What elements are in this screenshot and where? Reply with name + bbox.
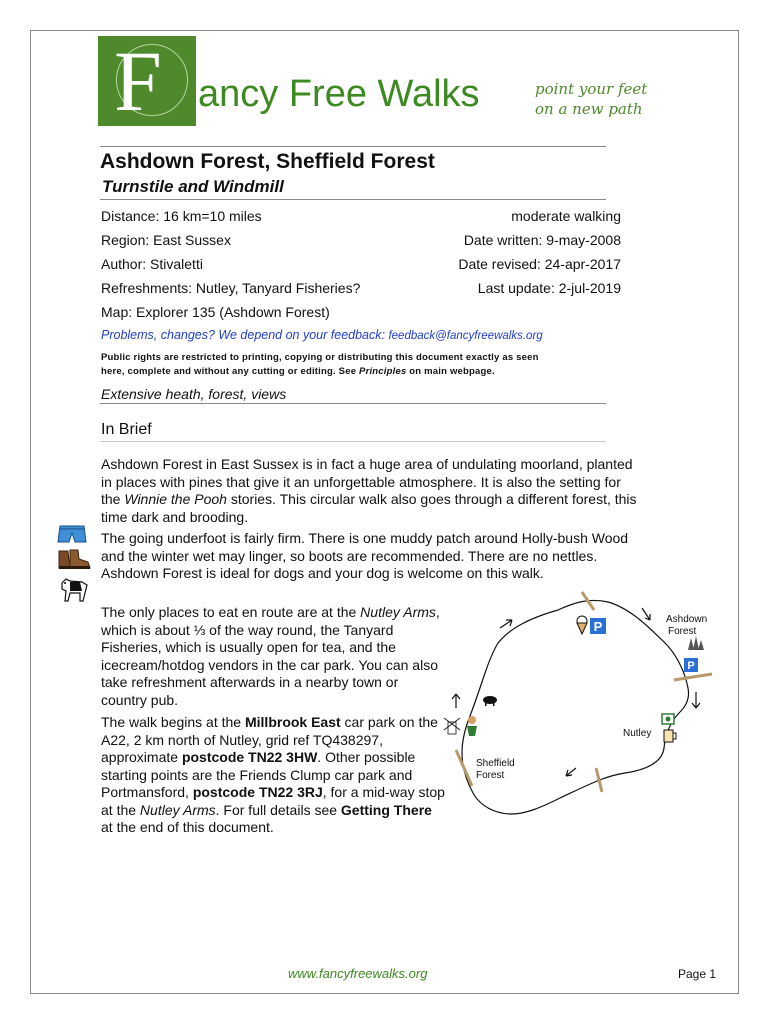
- paragraph-refreshments: The only places to eat en route are at the Nutley Arms, which is about ⅓ of the way round, the Tanyard Fisheries, which is usually open for tea, and the icecream/hotdog vendors in the car park. You can also take refreshment afterwards in a nearby town or country pub.: [101, 604, 440, 708]
- sheep-icon: [483, 696, 497, 706]
- refreshments: Refreshments: Nutley, Tanyard Fisheries?: [101, 280, 361, 296]
- label-sheffield: Sheffield: [476, 758, 515, 769]
- logo-text: ancy Free Walks: [198, 73, 480, 115]
- feedback-email-link[interactable]: feedback@fancyfreewalks.org: [388, 330, 543, 342]
- road: [674, 674, 712, 680]
- windmill-icon: [444, 718, 460, 734]
- direction-arrow: [500, 620, 512, 628]
- label-sheffield: Forest: [476, 770, 505, 781]
- direction-arrow: [642, 608, 650, 620]
- page-number: Page 1: [678, 967, 717, 981]
- region: Region: East Sussex: [101, 232, 231, 248]
- divider: [100, 441, 606, 442]
- route-map: [440, 588, 740, 828]
- paragraph-start: The walk begins at the Millbrook East car park on the A22, 2 km north of Nutley, grid ref TQ438297, approximate postcode TN22 3HW. Other possible starting points are the Friends Clump car park and Portmansford, postcode TN22 3RJ, for a mid-way stop at the Nutley Arms. For full details see Getting There at the end of this document.: [101, 714, 445, 835]
- page-title: Ashdown Forest, Sheffield Forest: [100, 150, 435, 173]
- boots-icon: [56, 547, 92, 571]
- icecream-icon: [577, 616, 587, 634]
- author: Author: Stivaletti: [101, 256, 203, 272]
- logo-letter: F: [114, 33, 162, 129]
- dog-icon: [56, 573, 92, 603]
- direction-arrow: [566, 768, 576, 776]
- pub-icon: [664, 730, 676, 742]
- paragraph-going: The going underfoot is fairly firm. There is one muddy patch around Holly-bush Wood and the winter wet may linger, so boots are recommended. There are no nettles. Ashdown Forest is ideal for dogs and your dog is welcome on this walk.: [101, 530, 629, 581]
- distance: Distance: 16 km=10 miles: [101, 208, 262, 224]
- cafe-icon: [662, 714, 674, 724]
- direction-arrow: [692, 692, 700, 708]
- date-revised: Date revised: 24-apr-2017: [458, 256, 621, 272]
- paragraph-intro: Ashdown Forest in East Sussex is in fact a huge area of undulating moorland, planted in places with pines that give it an unforgettable atmosphere. It is also the setting for the Winnie the Pooh stories. This circular walk also goes through a different forest, this time dark and brooding.: [101, 456, 637, 525]
- shorts-icon: [56, 524, 88, 546]
- label-ashdown: Ashdown: [666, 614, 708, 625]
- date-written: Date written: 9-may-2008: [463, 232, 621, 248]
- person-icon: [467, 716, 477, 736]
- svg-text:P: P: [593, 619, 603, 634]
- divider: [100, 199, 606, 200]
- footer-url-link[interactable]: www.fancyfreewalks.org: [288, 966, 428, 981]
- page-subtitle: Turnstile and Windmill: [102, 177, 284, 196]
- section-heading: In Brief: [101, 421, 152, 438]
- trees-icon: [688, 636, 704, 650]
- svg-text:P: P: [687, 660, 695, 672]
- route-line: [462, 600, 689, 814]
- rights-notice: Public rights are restricted to printing, copying or distributing this document exactly as seen here, complete and without any cutting or editing. See Principles on main webpage.: [101, 352, 539, 377]
- road: [456, 750, 472, 786]
- brand-tagline: point your feet on a new path: [535, 80, 648, 118]
- divider: [100, 146, 606, 147]
- divider: [100, 403, 606, 404]
- label-nutley: Nutley: [623, 728, 652, 739]
- logo-icon: [98, 33, 196, 129]
- walk-tagline: Extensive heath, forest, views: [101, 386, 287, 402]
- map-ref: Map: Explorer 135 (Ashdown Forest): [101, 304, 330, 320]
- label-ashdown: Forest: [668, 626, 697, 637]
- difficulty: moderate walking: [511, 208, 621, 224]
- feedback-line: Problems, changes? We depend on your feedback: feedback@fancyfreewalks.org: [101, 328, 543, 342]
- last-update: Last update: 2-jul-2019: [477, 280, 621, 296]
- direction-arrow: [452, 694, 460, 708]
